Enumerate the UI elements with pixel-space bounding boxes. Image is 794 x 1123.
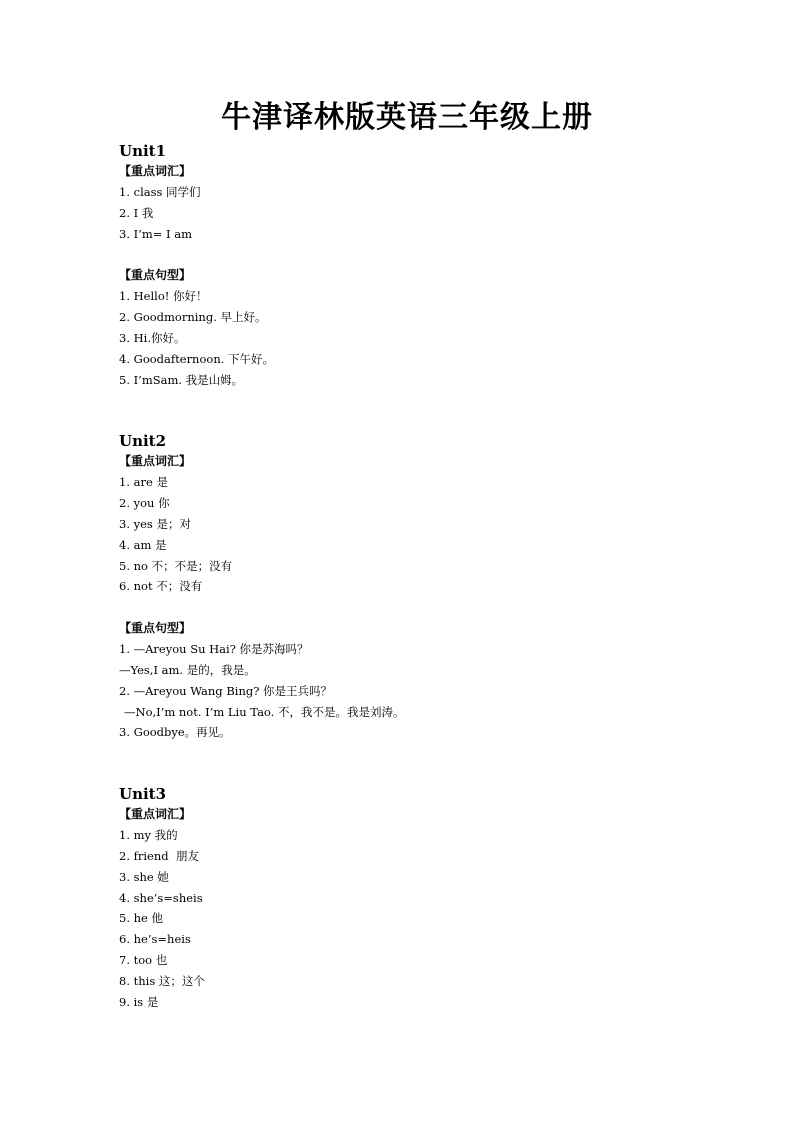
unit-3-section — [119, 784, 739, 1012]
vocab-item: 1. class 同学们 — [119, 185, 201, 199]
vocab-item: 3. she 她 — [119, 869, 169, 884]
vocab-item: 1. are 是 — [119, 475, 168, 490]
vocab-list — [119, 825, 739, 1012]
unit-heading: Unit2 — [119, 432, 167, 451]
vocab-header: 【重点词汇】 — [119, 454, 192, 469]
sentence-item: 4. Goodafternoon. 下午好。 — [119, 351, 275, 366]
vocab-item: 8. this 这；这个 — [119, 973, 205, 988]
sentence-header: 【重点句型】 — [119, 621, 192, 636]
sentence-item: 5. I’mSam. 我是山姆。 — [119, 372, 244, 387]
vocab-item: 4. am 是 — [119, 537, 167, 552]
vocab-item: 2. you 你 — [119, 496, 170, 511]
sentence-item: 3. Hi.你好。 — [119, 330, 186, 345]
vocab-item: 1. my 我的 — [119, 828, 178, 843]
vocab-header: 【重点词汇】 — [119, 807, 192, 822]
document-content — [119, 138, 739, 1012]
vocab-item: 7. too 也 — [119, 952, 168, 967]
unit-heading: Unit1 — [119, 142, 167, 160]
document-title: 牛津译林版英语三年级上册 — [221, 100, 593, 135]
vocab-item: 9. is 是 — [119, 994, 159, 1009]
sentence-item: 2. —Areyou Wang Bing? 你是王兵吗？ — [119, 683, 333, 698]
vocab-item: 3. I’m= I am — [119, 226, 192, 241]
vocab-item: 3. yes 是；对 — [119, 516, 191, 531]
unit-2-section — [119, 431, 739, 743]
sentence-item: 3. Goodbye。再见。 — [119, 725, 231, 740]
sentence-list — [119, 639, 739, 743]
sentence-list — [119, 286, 739, 390]
vocab-item: 5. he 他 — [119, 911, 163, 926]
sentence-item: 2. Goodmorning. 早上好。 — [119, 310, 267, 325]
sentence-item: 1. Hello! 你好！ — [119, 289, 208, 304]
sentence-header: 【重点句型】 — [119, 268, 192, 283]
vocab-list — [119, 472, 739, 597]
vocab-list — [119, 182, 739, 244]
vocab-item: 4. she’s=sheis — [119, 890, 203, 905]
vocab-item: 2. I 我 — [119, 205, 154, 220]
vocab-item: 6. he’s=heis — [119, 932, 191, 947]
vocab-item: 5. no 不；不是；没有 — [119, 558, 233, 573]
sentence-item: —No,I’m not. I’m Liu Tao. 不，我不是。我是刘涛。 — [124, 704, 405, 719]
sentence-item: —Yes,I am. 是的，我是。 — [119, 662, 256, 677]
vocab-item: 6. not 不；没有 — [119, 579, 203, 594]
vocab-item: 2. friend 朋友 — [119, 848, 199, 863]
unit-1-section — [119, 141, 739, 390]
unit-heading: Unit3 — [119, 785, 167, 804]
sentence-item: 1. —Areyou Su Hai? 你是苏海吗？ — [119, 642, 309, 657]
vocab-header: 【重点词汇】 — [119, 164, 192, 178]
